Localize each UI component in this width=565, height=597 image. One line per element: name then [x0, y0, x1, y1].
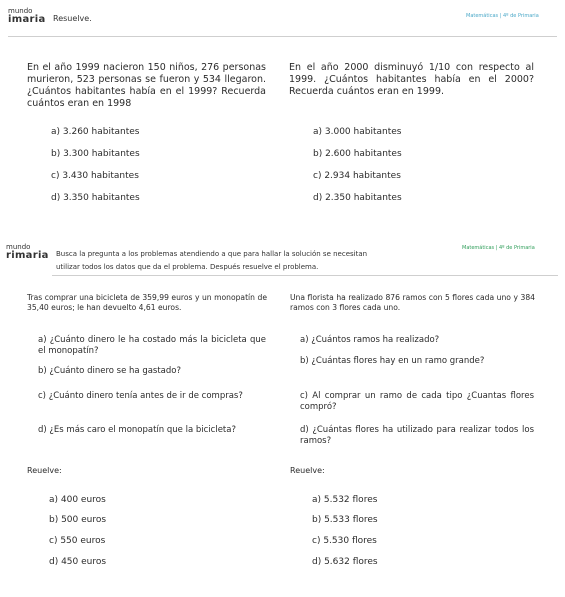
- resuelve-label-left: Reuelve:: [27, 466, 62, 475]
- answer-option[interactable]: d) 2.350 habitantes: [313, 193, 402, 203]
- question-left-b: b) ¿Cuánto dinero se ha gastado?: [38, 366, 182, 376]
- sheet-title: Resuelve.: [53, 14, 92, 23]
- answer-option[interactable]: b) 2.600 habitantes: [313, 149, 402, 159]
- logo-top-text: mundo: [8, 7, 33, 15]
- answer-option[interactable]: a) 3.000 habitantes: [313, 127, 402, 137]
- answer-option[interactable]: b) 3.300 habitantes: [51, 149, 140, 159]
- problem-right: En el año 2000 disminuyó 1/10 con respecto al 1999. ¿Cuántos habitantes había en el 2000? Recuerda cuántos eran en 1999.: [289, 62, 534, 97]
- logo: [6, 244, 49, 261]
- answer-option[interactable]: c) 550 euros: [49, 536, 106, 546]
- answer-option[interactable]: c) 5.530 flores: [312, 536, 377, 546]
- answer-option[interactable]: d) 450 euros: [49, 557, 107, 567]
- answer-option[interactable]: a) 3.260 habitantes: [51, 127, 140, 137]
- logo-top-text: mundo: [6, 243, 31, 251]
- resuelve-label-right: Reuelve:: [290, 466, 325, 475]
- question-right-d: d) ¿Cuántas flores ha utilizado para realizar todos los ramos?: [300, 425, 534, 446]
- instruction-line-2: utilizar todos los datos que da el problema. Después resuelve el problema.: [56, 263, 319, 271]
- header-divider: [8, 36, 557, 37]
- answer-option[interactable]: d) 5.632 flores: [312, 557, 378, 567]
- question-left-c: c) ¿Cuánto dinero tenía antes de ir de compras?: [38, 391, 243, 401]
- logo-bottom-text: imaria: [8, 14, 46, 25]
- answer-option[interactable]: a) 5.532 flores: [312, 495, 378, 505]
- header-subject: Matemáticas | 4º de Primaria: [462, 245, 535, 251]
- header-subject: Matemáticas | 4º de Primaria: [466, 13, 539, 19]
- answer-option[interactable]: d) 3.350 habitantes: [51, 193, 140, 203]
- logo-bottom-text: rimaria: [6, 250, 49, 261]
- question-left-d: d) ¿Es más caro el monopatín que la bicicleta?: [38, 425, 236, 435]
- question-right-a: a) ¿Cuántos ramos ha realizado?: [300, 335, 440, 345]
- instruction-line-1: Busca la pregunta a los problemas atendiendo a que para hallar la solución se necesitan: [56, 250, 368, 258]
- problem-right: Una florista ha realizado 876 ramos con 5 flores cada uno y 384 ramos con 3 flores cada uno.: [290, 293, 535, 312]
- problem-left: Tras comprar una bicicleta de 359,99 euros y un monopatín de 35,40 euros; le han devuelto 4,61 euros.: [27, 293, 267, 312]
- answer-option[interactable]: c) 2.934 habitantes: [313, 171, 401, 181]
- question-left-a: a) ¿Cuánto dinero le ha costado más la bicicleta que el monopatín?: [38, 335, 266, 356]
- answer-option[interactable]: a) 400 euros: [49, 495, 106, 505]
- answer-option[interactable]: b) 500 euros: [49, 515, 107, 525]
- problem-left: En el año 1999 nacieron 150 niños, 276 personas murieron, 523 personas se fueron y 534 llegaron. ¿Cuántos habitantes había en el 1999? Recuerda cuántos eran en 1998: [27, 62, 266, 109]
- answer-option[interactable]: c) 3.430 habitantes: [51, 171, 139, 181]
- logo: [8, 8, 46, 25]
- answer-option[interactable]: b) 5.533 flores: [312, 515, 378, 525]
- question-right-b: b) ¿Cuántas flores hay en un ramo grande?: [300, 356, 485, 366]
- question-right-c: c) Al comprar un ramo de cada tipo ¿Cuantas flores compró?: [300, 391, 534, 412]
- header-divider: [52, 275, 558, 276]
